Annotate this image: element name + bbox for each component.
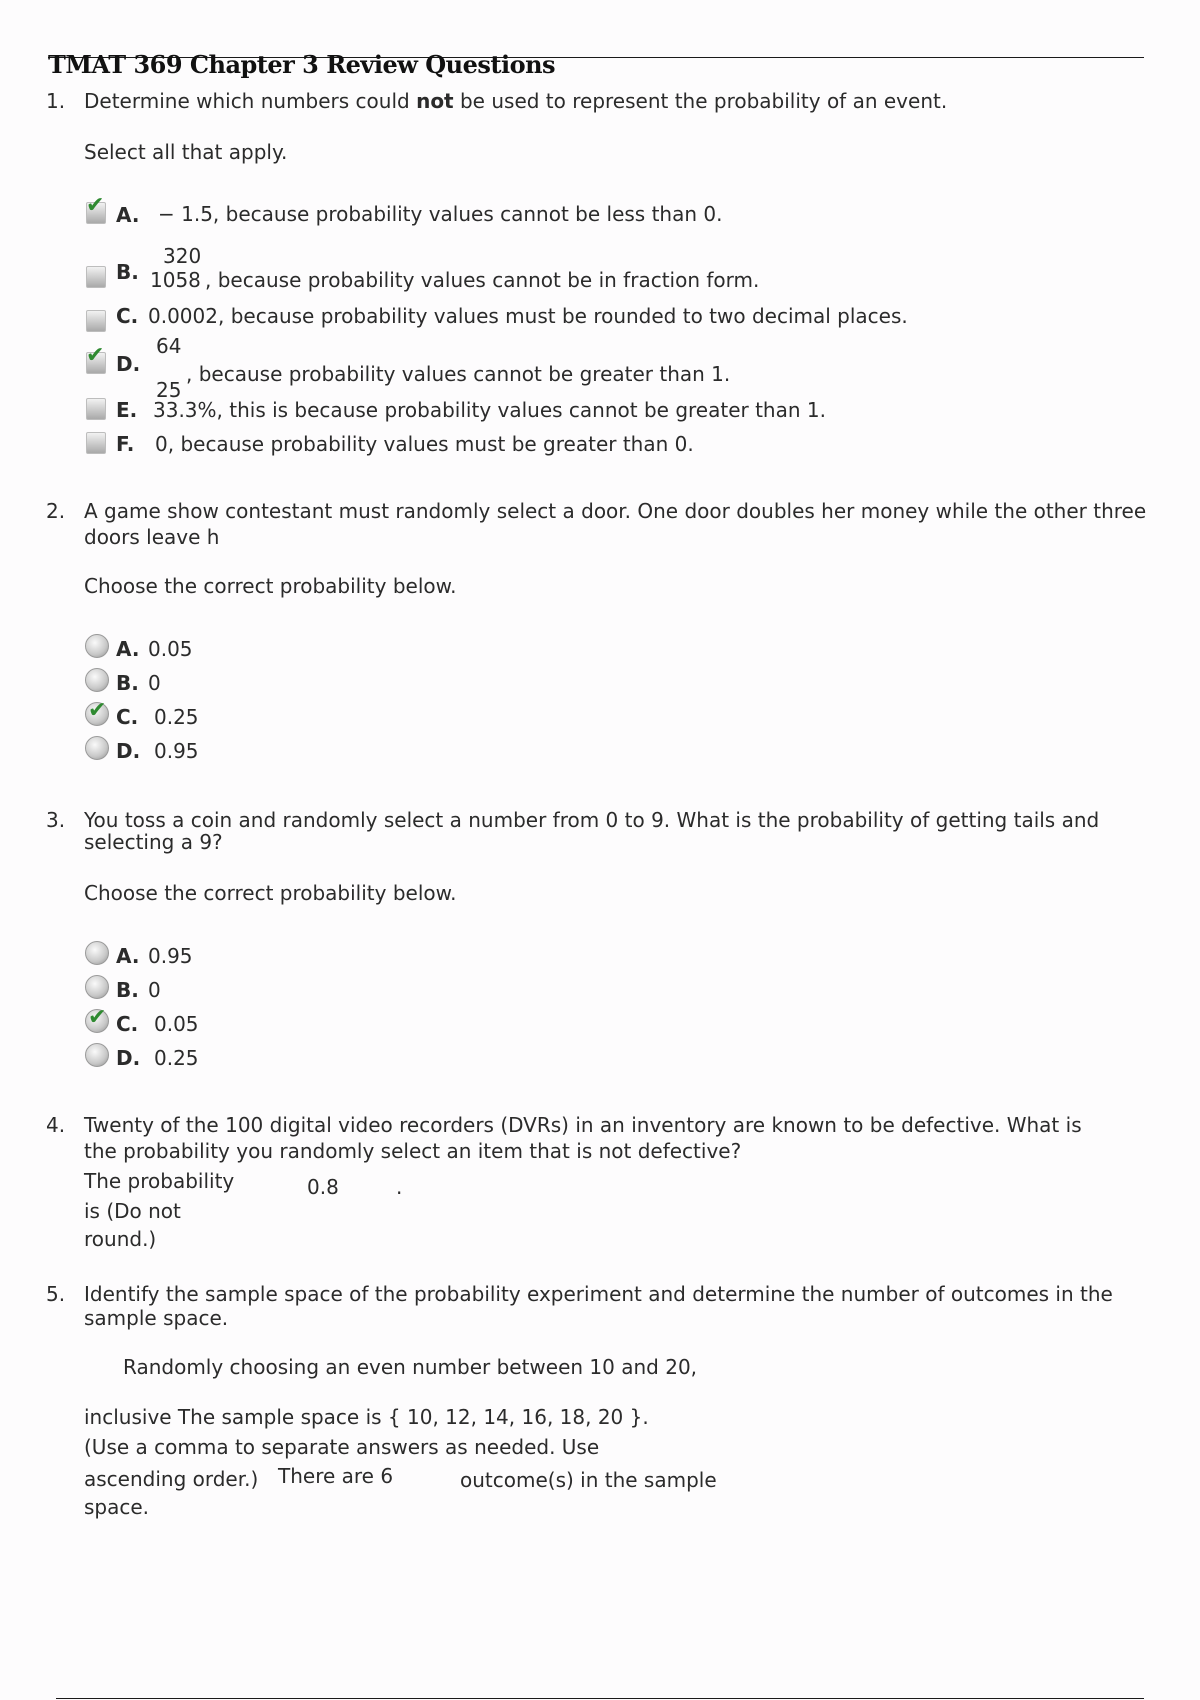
answer-label-line-2: is (Do not: [84, 1199, 181, 1223]
page-title: TMAT 369 Chapter 3 Review Questions: [48, 50, 556, 79]
option-text: 0.25: [154, 705, 199, 729]
option-text: − 1.5, because probability values cannot be less than 0.: [158, 202, 723, 226]
option-text: 0.25: [154, 1046, 199, 1070]
question-number: 1.: [46, 89, 66, 113]
fraction-denominator: 25: [156, 378, 182, 402]
answer-period: .: [396, 1175, 403, 1199]
question-prompt-line-2: the probability you randomly select an item that is not defective?: [84, 1139, 742, 1163]
answer-label-line-1: The probability: [84, 1169, 235, 1193]
instruction-note-end: ascending order.): [84, 1467, 259, 1491]
experiment-statement: Randomly choosing an even number between 10 and 20,: [123, 1355, 698, 1379]
bottom-rule: [56, 1698, 1144, 1699]
sample-space-answer: inclusive The sample space is { 10, 12, 14, 16, 18, 20 }.: [84, 1405, 649, 1429]
question-number: 5.: [46, 1282, 66, 1306]
answer-label-line-3: round.): [84, 1227, 157, 1251]
question-number: 3.: [46, 808, 66, 832]
checkbox[interactable]: [86, 310, 106, 332]
question-prompt-line-1: Identify the sample space of the probability experiment and determine the number of outcomes in the: [84, 1282, 1113, 1306]
outcome-count-suffix-end: space.: [84, 1495, 150, 1519]
checkbox[interactable]: [86, 432, 106, 454]
option-label: A.: [116, 944, 140, 968]
option-label: D.: [116, 739, 141, 763]
option-label: D.: [116, 352, 141, 376]
fraction-denominator: 1058: [150, 268, 201, 292]
option-text: 0.95: [148, 944, 193, 968]
outcome-count-answer[interactable]: There are 6: [278, 1464, 394, 1488]
check-mark-icon: ✔: [86, 193, 105, 218]
question-prompt-line-1: A game show contestant must randomly select a door. One door doubles her money while the other three: [84, 499, 1147, 523]
radio-button[interactable]: [85, 736, 109, 760]
answer-field[interactable]: 0.8: [307, 1175, 339, 1199]
option-label: A.: [116, 637, 140, 661]
question-prompt-line-1: Twenty of the 100 digital video recorders (DVRs) in an inventory are known to be defective. What is: [84, 1113, 1082, 1137]
option-label: B.: [116, 978, 139, 1002]
option-text: 0.0002, because probability values must be rounded to two decimal places.: [148, 304, 908, 328]
check-mark-icon: ✔: [88, 698, 107, 723]
option-text: 0.95: [154, 739, 199, 763]
option-text: 0: [148, 671, 161, 695]
question-prompt-line-2: doors leave h: [84, 525, 220, 549]
question-number: 4.: [46, 1113, 66, 1137]
option-text: , because probability values cannot be in fraction form.: [205, 268, 760, 292]
option-text: 0.05: [148, 637, 193, 661]
question-prompt: Determine which numbers could not be used to represent the probability of an event.: [84, 89, 948, 113]
option-label: B.: [116, 671, 139, 695]
radio-button[interactable]: [85, 668, 109, 692]
option-text: , because probability values cannot be greater than 1.: [186, 362, 731, 386]
checkbox[interactable]: [86, 398, 106, 420]
option-label: C.: [116, 1012, 139, 1036]
question-instruction: Choose the correct probability below.: [84, 881, 457, 905]
fraction-numerator: 320: [163, 244, 202, 268]
option-text: 0: [148, 978, 161, 1002]
option-text: 33.3%, this is because probability values cannot be greater than 1.: [153, 398, 826, 422]
check-mark-icon: ✔: [88, 1005, 107, 1030]
radio-button[interactable]: [85, 975, 109, 999]
question-prompt-line-2: selecting a 9?: [84, 830, 223, 854]
question-instruction: Choose the correct probability below.: [84, 574, 457, 598]
option-label: A.: [116, 203, 140, 227]
option-text: 0.05: [154, 1012, 199, 1036]
check-mark-icon: ✔: [86, 343, 105, 368]
question-prompt-line-2: sample space.: [84, 1306, 229, 1330]
question-instruction: Select all that apply.: [84, 140, 288, 164]
option-label: C.: [116, 705, 139, 729]
option-label: C.: [116, 304, 139, 328]
question-prompt-line-1: You toss a coin and randomly select a number from 0 to 9. What is the probability of getting tails and: [84, 808, 1100, 832]
radio-button[interactable]: [85, 941, 109, 965]
question-number: 2.: [46, 499, 66, 523]
radio-button[interactable]: [85, 1043, 109, 1067]
radio-button[interactable]: [85, 634, 109, 658]
option-label: E.: [116, 398, 138, 422]
option-label: F.: [116, 432, 135, 456]
option-label: B.: [116, 260, 139, 284]
instruction-note: (Use a comma to separate answers as needed. Use: [84, 1435, 600, 1459]
outcome-count-suffix: outcome(s) in the sample: [460, 1468, 717, 1492]
option-text: 0, because probability values must be greater than 0.: [155, 432, 694, 456]
option-label: D.: [116, 1046, 141, 1070]
checkbox[interactable]: [86, 266, 106, 288]
fraction-numerator: 64: [156, 334, 182, 358]
